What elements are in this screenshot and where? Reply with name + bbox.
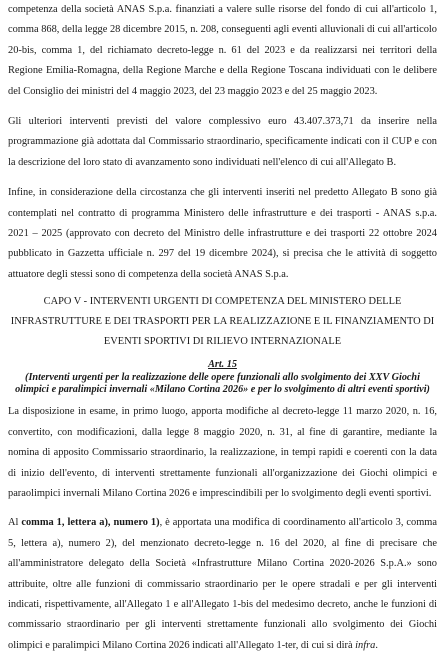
- paragraph-provision-overview: La disposizione in esame, in primo luogo, apporta modifiche al decreto-legge 11 marzo 2020, n. 16, convertito, con modificazioni, dalla legge 8 maggio 2020, n. 31, al fine di garantire, mediante la nomina di apposito Commissario straordinario, la realizzazione, in tempi rapidi e coerenti con la data di inizio dell'evento, di interventi strettamente funzionali all'organizzazione dei Giochi olimpici e paraolimpici invernali Milano Cortina 2026 e imprescindibili per lo svolgimento degli eventi sportivi.: [8, 406, 437, 499]
- comma-prefix: Al: [8, 517, 22, 529]
- chapter-heading: CAPO V - INTERVENTI URGENTI DI COMPETENZA DEL MINISTERO DELLE INFRASTRUTTURE E DEI TRASPORTI PER LA REALIZZAZIONE E IL FINANZIAMENTO DI EVENTI SPORTIVI DI RILIEVO INTERNAZIONALE: [10, 296, 435, 348]
- comma-reference: comma 1, lettera a), numero 1): [21, 517, 160, 529]
- infra-word: infra: [355, 639, 376, 651]
- article-number: Art. 15: [208, 359, 237, 371]
- article-title: (Interventi urgenti per la realizzazione delle opere funzionali allo svolgimento dei XXV Giochi olimpici e paralimpici invernali «Milano Cortina 2026» e per lo svolgimento di altri eventi sportivi): [15, 372, 430, 396]
- comma-body: , è apportata una modifica di coordinamento all'articolo 3, comma 5, lettera a), numero 2), del menzionato decreto-legge n. 16 del 2020, al fine di precisare che all'amministratore delegato della Società «Infrastrutture Milano Cortina 2020-2026 S.p.A.» sono attribuite, oltre alle funzioni di commissario straordinario per le opere stradali e per gli interventi indicati, rispettivamente, all'Allegato 1 e all'Allegato 1-bis del medesimo decreto, anche le funzioni di commissario straordinario per gli interventi strettamente funzionali allo svolgimento dei Giochi olimpici e paralimpici Milano Cortina 2026 indicati all'Allegato 1-ter, di cui si dirà: [8, 517, 437, 651]
- paragraph-anas-attuatore: Infine, in considerazione della circostanza che gli interventi inseriti nel predetto Allegato B sono già contemplati nel contratto di programma Ministero delle infrastrutture e dei trasporti - ANAS s.p.a. 2021 – 2025 (approvato con decreto del Ministro delle infrastrutture e dei trasporti 22 ottobre 2024 pubblicato in Gazzetta ufficiale n. 297 del 19 dicembre 2024), si precisa che le attività di soggetto attuatore degli stessi sono di competenza della società ANAS S.p.a.: [8, 187, 437, 280]
- comma-end: .: [375, 639, 378, 651]
- paragraph-continuation: competenza della società ANAS S.p.a. finanziati a valere sulle risorse del fondo di cui all'articolo 1, comma 868, della legge 28 dicembre 2015, n. 208, conseguenti agli eventi alluvionali di cui all'articolo 20-bis, comma 1, del richiamato decreto-legge n. 61 del 2023 e da realizzarsi nei territori della Regione Emilia-Romagna, della Regione Marche e della Regione Toscana individuati con le delibere del Consiglio dei ministri del 4 maggio 2023, del 23 maggio 2023 e del 25 maggio 2023.: [8, 4, 437, 97]
- paragraph-additional-interventions: Gli ulteriori interventi previsti del valore complessivo euro 43.407.373,71 da inserire nella programmazione già adottata dal Commissario straordinario, specificamente indicati con il CUP e con la descrizione del loro stato di avanzamento sono individuati nell'elenco di cui all'Allegato B.: [8, 116, 437, 168]
- paragraph-comma-1: [8, 513, 437, 656]
